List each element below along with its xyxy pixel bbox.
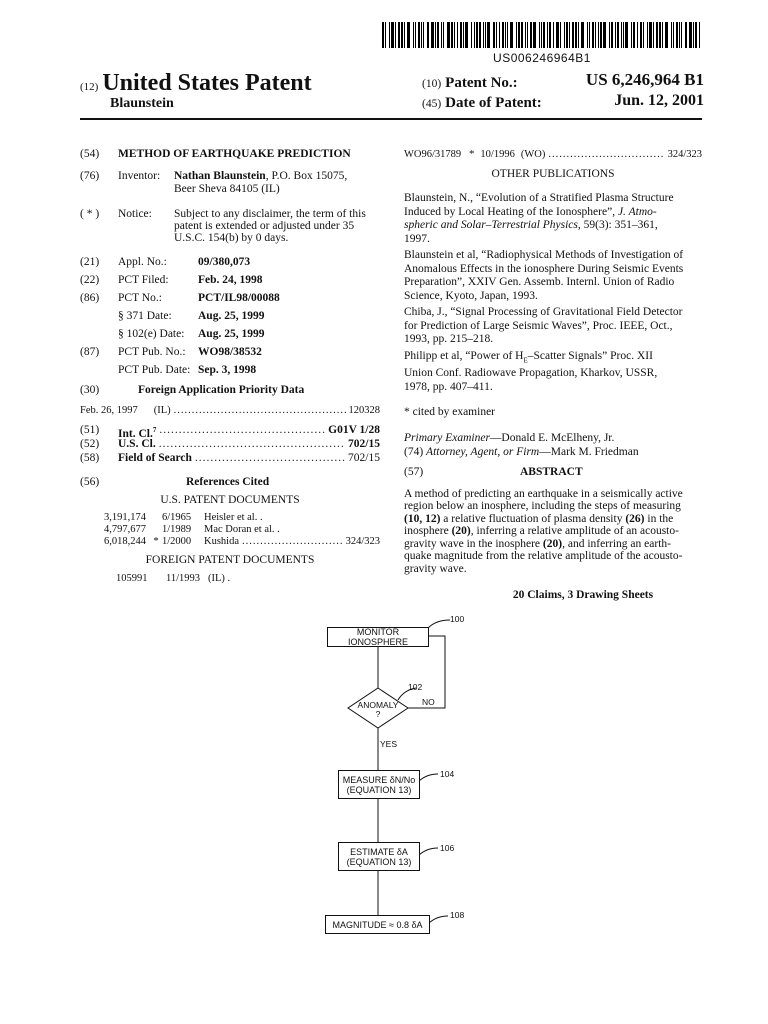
pct-filed-field: (22) PCT Filed: Feb. 24, 1998 [80,274,263,286]
title-field: (54) METHOD OF EARTHQUAKE PREDICTION [80,148,351,160]
other-publications-title: OTHER PUBLICATIONS [491,168,615,180]
invention-title: METHOD OF EARTHQUAKE PREDICTION [118,148,351,160]
attorney: (74) Attorney, Agent, or Firm—Mark M. Friedman [404,445,639,458]
publication-3: Chiba, J., “Signal Processing of Gravitational Field Detector for Prediction of Large Seismic Waves”, Proc. IEEE, Oct., 1993, pp. 215–218. [404,306,683,345]
leader-108 [428,916,448,924]
anomaly-label: ANOMALY ? [357,700,399,719]
us-doc-row: 3,191,174 6/1965 Heisler et al. . [104,512,263,523]
ref-106: 106 [440,843,455,853]
inventor-short: Blaunstein [110,96,174,111]
document-title: United States Patent [102,70,312,96]
publication-2: Blaunstein et al, “Radiophysical Methods of Investigation of Anomalous Effects in the ionosphere During Seismic Events Preparation”, XXIV Gen. Assemb. Internl. Union of Radio Science, Kyoto, Japan, 1993. [404,249,684,302]
field-of-search: (58) Field of Search ..... 702/15 [80,452,380,476]
ref-104: 104 [440,769,455,779]
pct-pub-date-field: PCT Pub. Date: Sep. 3, 1998 [118,364,257,376]
inventor-field: (76) Inventor: Nathan Blaunstein, P.O. Box 15075, Beer Sheva 84105 (IL) [80,170,348,195]
magnitude-box: MAGNITUDE ≈ 0.8 δA [325,915,430,934]
foreign-priority-title: (30) Foreign Application Priority Data [80,384,305,396]
wo-reference: WO96/31789 * 10/1996 (WO) ..... 324/323 [404,148,702,168]
code-12: (12) [80,81,99,93]
ref-108: 108 [450,910,465,920]
primary-examiner: Primary Examiner—Donald E. McElheny, Jr. [404,432,615,445]
us-doc-row: 4,797,677 1/1989 Mac Doran et al. . [104,524,280,535]
appl-no-field: (21) Appl. No.: 09/380,073 [80,256,251,268]
yes-label: YES [380,739,398,749]
publication-4: Philipp et al, “Power of $H_E$–Scatter Signals” Proc. XII Union Conf. Radiowave Propagation, Kharkov, USSR, 1978, pp. 407–411. [404,349,658,393]
leader-104 [418,774,438,782]
monitor-ionosphere-box: MONITOR IONOSPHERE [327,627,429,647]
measure-box: MEASURE δN/No (EQUATION 13) [338,770,420,799]
notice-field: ( * ) Notice: Subject to any disclaimer, the term of this patent is extended or adjusted under 35 U.S.C. 154(b) by 0 days. [80,208,366,244]
no-label: NO [422,697,435,707]
inventor-name: Nathan Blaunstein [174,170,266,182]
us-cl-field: (52) U.S. Cl. ..... 702/15 [80,438,380,452]
leader-106 [418,848,438,856]
cited-by-examiner: * cited by examiner [404,406,496,419]
int-cl-field: (51) Int. Cl.$^7$ ..... G01V 1/28 [80,424,380,438]
references-title: (56) References Cited [80,476,270,488]
s102-field: § 102(e) Date: Aug. 25, 1999 [118,328,265,340]
pct-pub-field: (87) PCT Pub. No.: WO98/38532 [80,346,262,358]
barcode-number: US006246964B1 [493,51,591,65]
abstract-title: ABSTRACT [520,465,583,478]
patent-number-line: (10) Patent No.: US 6,246,964 B1 [422,70,704,91]
foreign-doc-row: 105991 11/1993 (IL) . [116,573,231,584]
us-doc-row: 6,018,244 * 1/2000 Kushida ..... 324/323 [80,536,380,548]
leader-100 [428,620,450,628]
abstract-title-row: (57) ABSTRACT [404,465,583,478]
estimate-box: ESTIMATE δA (EQUATION 13) [338,842,420,871]
claims-summary: 20 Claims, 3 Drawing Sheets [512,589,654,602]
patent-date: Jun. 12, 2001 [614,92,704,109]
ref-100: 100 [450,614,465,624]
pct-no-field: (86) PCT No.: PCT/IL98/00088 [80,292,280,304]
foreign-docs-title: FOREIGN PATENT DOCUMENTS [145,554,315,566]
patent-number: US 6,246,964 B1 [585,70,704,89]
s371-field: § 371 Date: Aug. 25, 1999 [118,310,265,322]
us-docs-title: U.S. PATENT DOCUMENTS [160,494,300,506]
ref-102: 102 [408,682,423,692]
publication-1: Blaunstein, N., “Evolution of a Stratified Plasma Structure Induced by Local Heating of the Ionosphere”, J. Atmo- spheric and Solar–Terrestrial Physics, 59(3): 351–361, 1997. [404,192,674,245]
abstract-text: A method of predicting an earthquake in a seismically active region below an inosphere, including the steps of measuring (10, 12) a relative fluctuation of plasma density (26) in the inosphere (20), inferring a relative amplitude of an acousto- gravity wave in the inosphere (20), and inferring an earth- quake magnitude from the relative amplitude of the acousto- gravity wave. [404,487,683,575]
foreign-priority-row: Feb. 26, 1997 (IL) ..... 120328 [80,404,380,424]
patent-date-line: (45) Date of Patent: Jun. 12, 2001 [422,92,704,111]
